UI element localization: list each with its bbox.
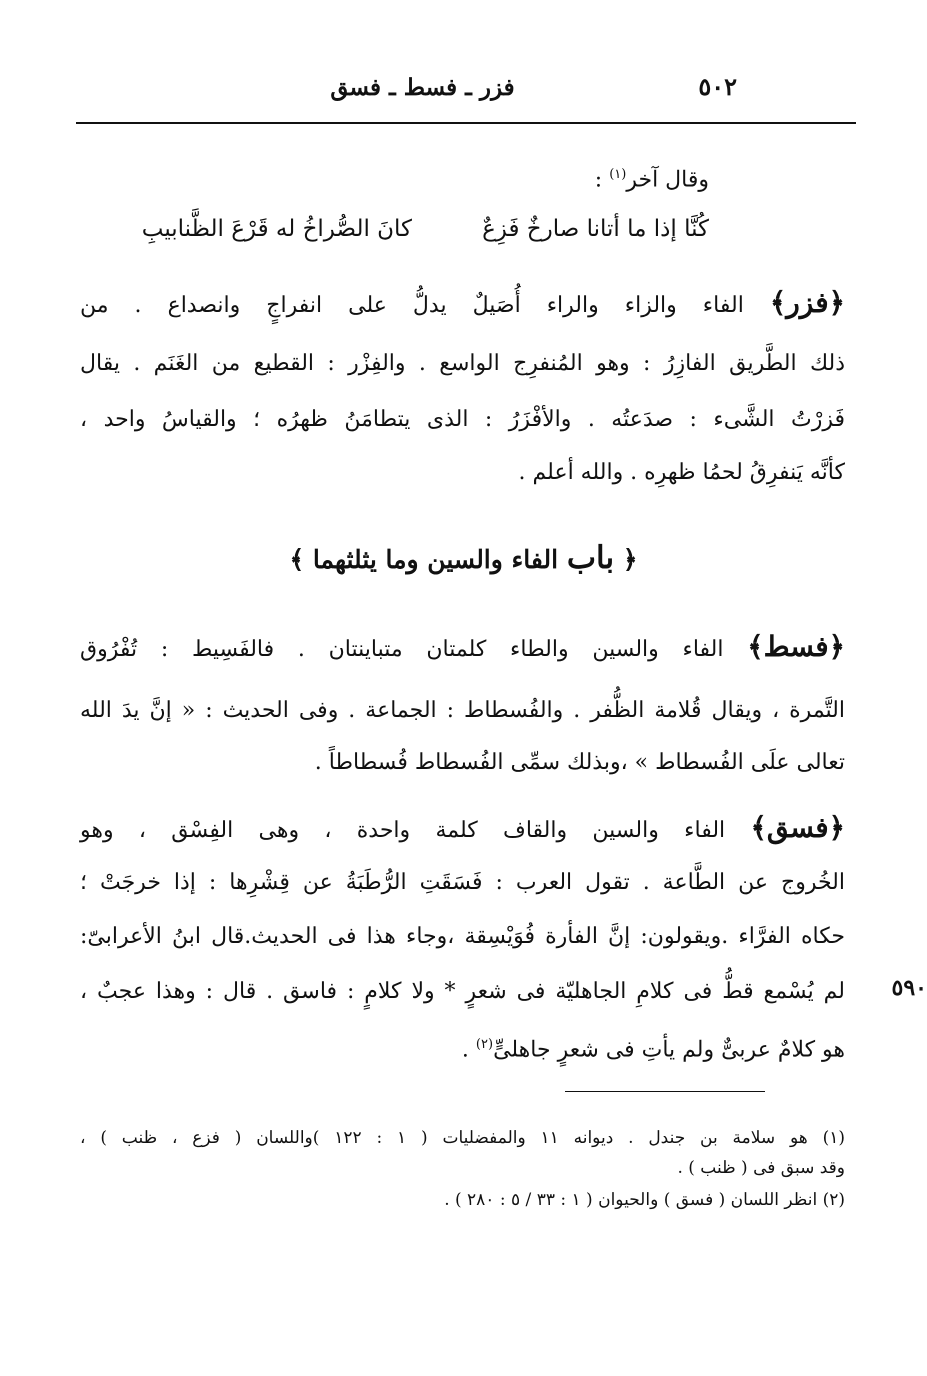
- running-head: فزر ـ فسط ـ فسق: [330, 74, 515, 101]
- entry-fsq-line-2: الخُروج عن الطَّاعة . تقول العرب : فَسَقَتِ الرُّطَبَةُ عن قِشْرِها : إذا خرجَتْ ؛: [80, 870, 845, 895]
- verse-intro-text: وقال آخر: [626, 167, 709, 193]
- entry-fzr-line-3: فَزرْتُ الشَّىء : صدَعتُه . والأفْزَرُ : الذى يتطامَنُ ظهرُه ؛ والقياسُ واحد ،: [80, 407, 845, 432]
- sentence-end: .: [461, 1037, 469, 1063]
- margin-number: ٥٩٠: [891, 975, 927, 1001]
- bracket-close: ﴾: [747, 630, 764, 663]
- entry-headword-fsq: فسق: [766, 811, 829, 844]
- verse-hemistich-2: كانَ الصُّراخُ له قَرْعَ الظَّنابيبِ: [141, 216, 412, 242]
- bracket-open: ﴿: [828, 286, 846, 319]
- entry-fzr-line-2: ذلك الطَّريق الفازِرُ : وهو المُنفرِج الواسع . والفِزْر : القطيع من الغَنَم . يقال: [80, 351, 845, 376]
- entry-text: الفاء والزاء والراء أُصَيلٌ يدلُّ على انفراجٍ وانصداع . من: [80, 293, 744, 318]
- entry-fsq-line-1: [80, 813, 845, 846]
- entry-fsq-line-5: [80, 1030, 845, 1065]
- verse-intro-colon: :: [594, 167, 603, 193]
- footnote-2: (٢) انظر اللسان ( فسق ) والحيوان ( ١ : ٣٣ / ٥ : ٢٨٠ ) .: [444, 1190, 845, 1210]
- heading-bracket-close: ﴾: [289, 545, 305, 574]
- footnote-rule: [565, 1091, 765, 1092]
- entry-fsq-line-4: لم يُسْمع قطُّ فى كلامِ الجاهليّة فى شعرٍ * ولا كلامٍ : فاسق . قال : وهذا عجبٌ ،: [80, 979, 845, 1004]
- bracket-open: ﴿: [828, 630, 845, 663]
- entry-fsq-line-3: حكاه الفرَّاء .ويقولون: إنَّ الفأرة فُوَيْسِقة ،وجاء هذا فى الحديث.قال ابنُ الأعرابىّ:: [80, 924, 845, 949]
- entry-fzr-line-4: كأنَّه يَنفرِقُ لحمُا ظهرِه . والله أعلم .: [518, 460, 845, 485]
- heading-text: الفاء والسين وما يثلثهما: [312, 545, 559, 574]
- footnote-1-line-2: وقد سبق فى ( ظنب ) .: [677, 1158, 845, 1178]
- entry-fst-line-3: تعالى علَى الفُسطاط » ،وبذلك سمِّى الفُسطاط فُسطاطاً .: [314, 750, 845, 775]
- page-number: ٥٠٢: [698, 72, 737, 101]
- entry-text: هو كلامٌ عربىٌّ ولم يأتِ فى شعرٍ جاهلىٍّ: [493, 1037, 845, 1063]
- heading-bracket-open: ﴿: [622, 545, 638, 574]
- footnote-ref-2: (٢): [475, 1037, 494, 1052]
- section-heading: [0, 540, 927, 576]
- header-rule: [76, 122, 856, 124]
- entry-text: الفاء والسين والقاف كلمة واحدة ، وهى الفِسْق ، وهو: [80, 818, 726, 843]
- entry-text: الفاء والسين والطاء كلمتان متباينتان . فالفَسِيط : تُفْرُوق: [80, 637, 724, 662]
- bracket-open: ﴿: [828, 811, 845, 844]
- entry-headword-fst: فسط: [763, 630, 829, 663]
- verse-hemistich-1: كُنَّا إذا ما أتانا صارخٌ فَزِعٌ: [482, 216, 709, 242]
- entry-headword-fzr: فزر: [786, 286, 829, 319]
- verse-intro: [595, 160, 709, 195]
- entry-fst-line-2: التَّمرة ، ويقال قُلامة الظُّفر . والفُسطاط : الجماعة . وفى الحديث : « إنَّ يدَ الله: [80, 698, 845, 723]
- footnote-1-line-1: (١) هو سلامة بن جندل . ديوانه ١١ والمفضليات ( ١ : ١٢٢ )واللسان ( فزع ، ظنب ) ،: [80, 1128, 845, 1148]
- entry-fzr-line-1: [80, 288, 845, 321]
- footnote-ref-1: (١): [609, 167, 627, 182]
- heading-bab: باب: [566, 540, 615, 576]
- bracket-close: ﴾: [750, 811, 767, 844]
- bracket-close: ﴾: [769, 286, 787, 319]
- entry-fst-line-1: [80, 632, 845, 665]
